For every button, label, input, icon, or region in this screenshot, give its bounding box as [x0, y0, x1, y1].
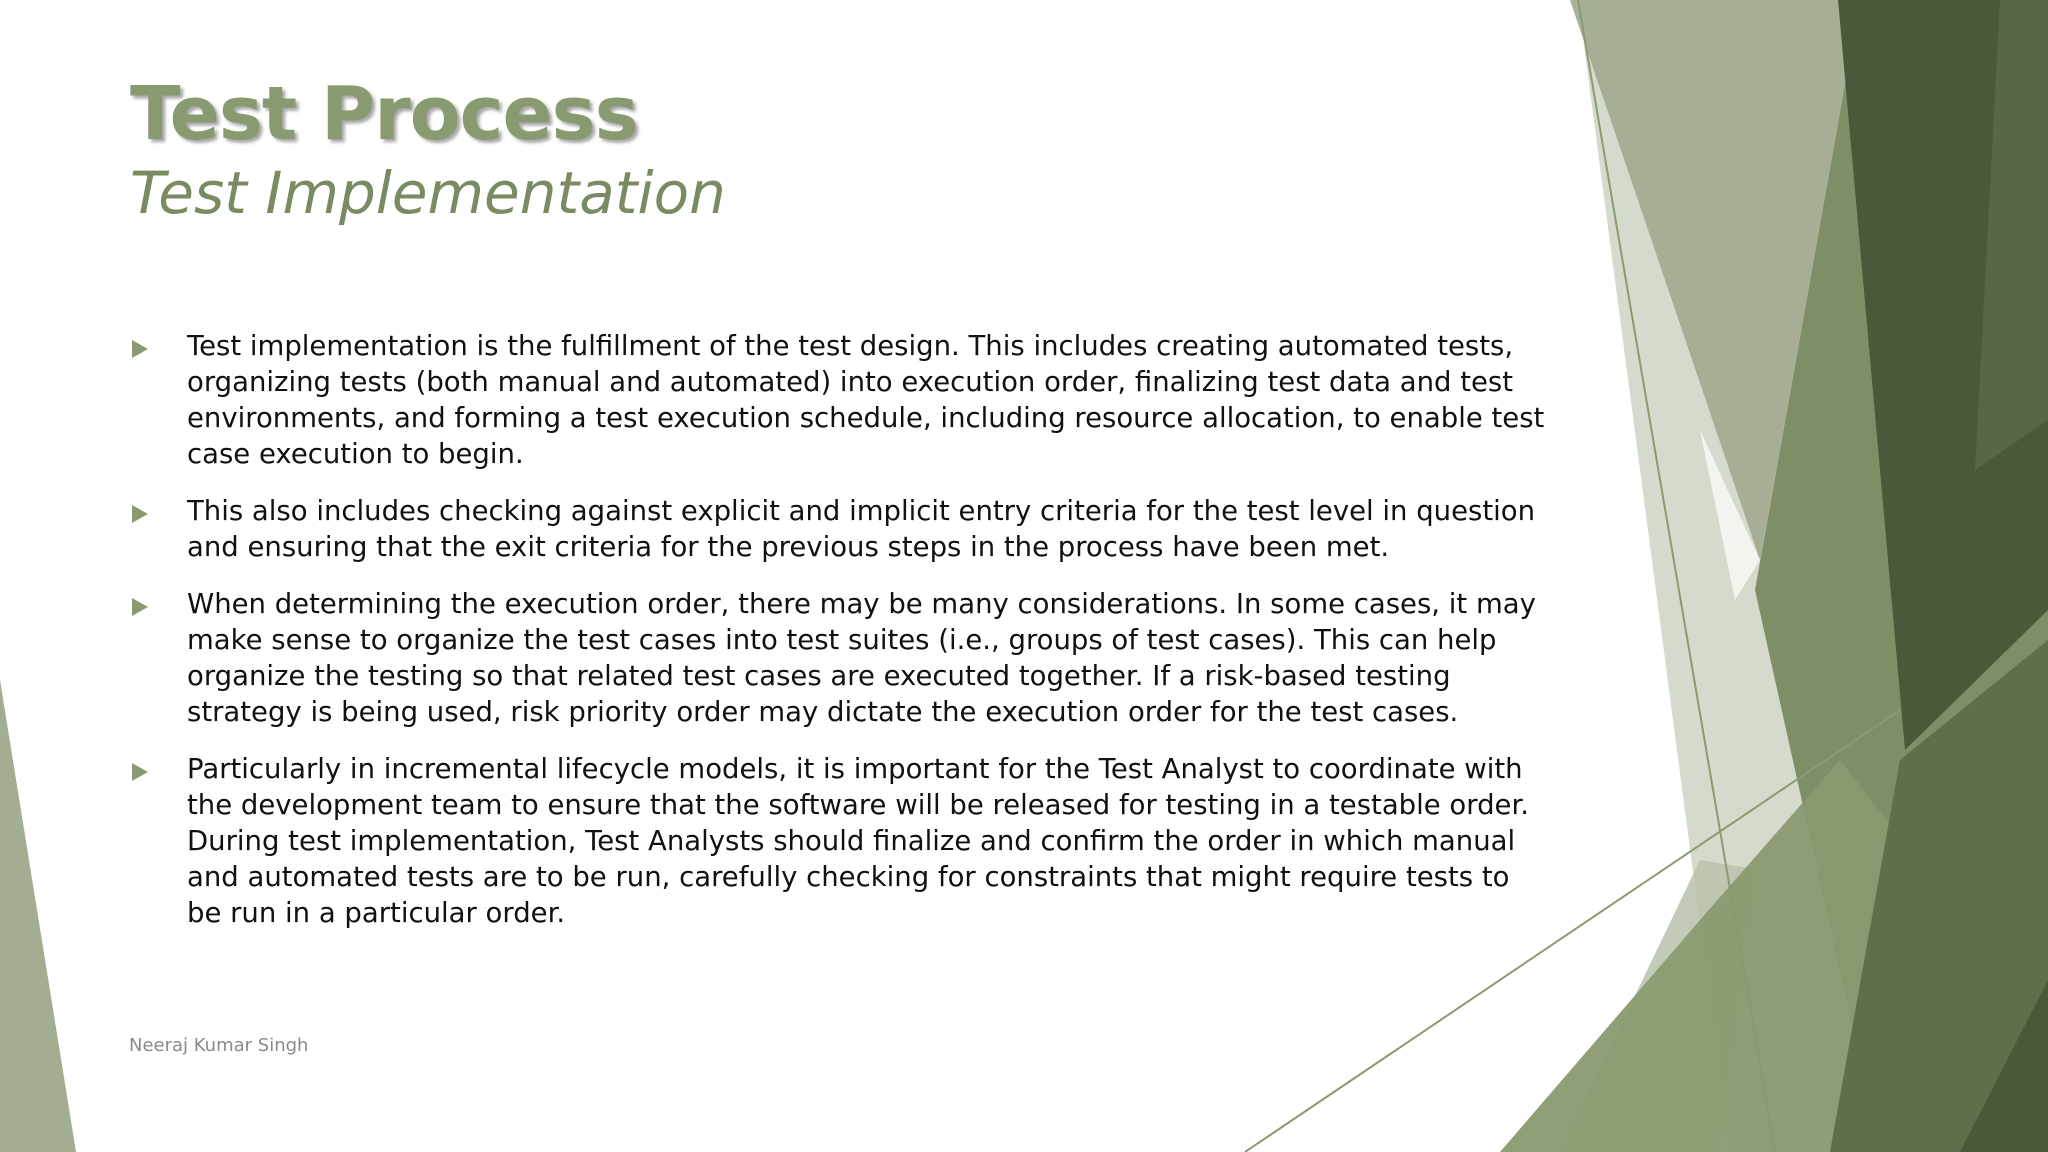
- bullet-text: Particularly in incremental lifecycle models, it is important for the Test Analyst to coordinate with the development team to ensure that the software will be released for testing in a testable order. During test implementation, Test Analysts should finalize and confirm the order in which manual and automated tests are to be run, carefully checking for constraints that might require tests to be run in a particular order.: [187, 753, 1529, 929]
- bullet-text: This also includes checking against explicit and implicit entry criteria for the test level in question and ensuring that the exit criteria for the previous steps in the process have been met.: [187, 495, 1536, 563]
- footer-author: Neeraj Kumar Singh: [129, 1035, 309, 1056]
- slide-subtitle: Test Implementation: [130, 159, 726, 227]
- bullet-item: [130, 751, 1550, 931]
- triangle-right-icon: [132, 340, 148, 358]
- bullet-text: When determining the execution order, there may be many considerations. In some cases, it may make sense to organize the test cases into test suites (i.e., groups of test cases). This can help organize the testing so that related test cases are executed together. If a risk-based testing strategy is being used, risk priority order may dictate the execution order for the test cases.: [187, 588, 1536, 728]
- triangle-right-icon: [132, 598, 148, 616]
- bullet-text: Test implementation is the fulfillment of the test design. This includes creating automated tests, organizing tests (both manual and automated) into execution order, finalizing test data and test environments, and forming a test execution schedule, including resource allocation, to enable test case execution to begin.: [187, 330, 1545, 470]
- bullet-list: [130, 328, 1550, 952]
- triangle-right-icon: [132, 505, 148, 523]
- triangle-right-icon: [132, 763, 148, 781]
- bullet-item: [130, 586, 1550, 730]
- slide-title: Test Process: [130, 71, 638, 157]
- facet-left-bottom: [0, 680, 76, 1152]
- bullet-item: [130, 493, 1550, 565]
- bullet-item: [130, 328, 1550, 472]
